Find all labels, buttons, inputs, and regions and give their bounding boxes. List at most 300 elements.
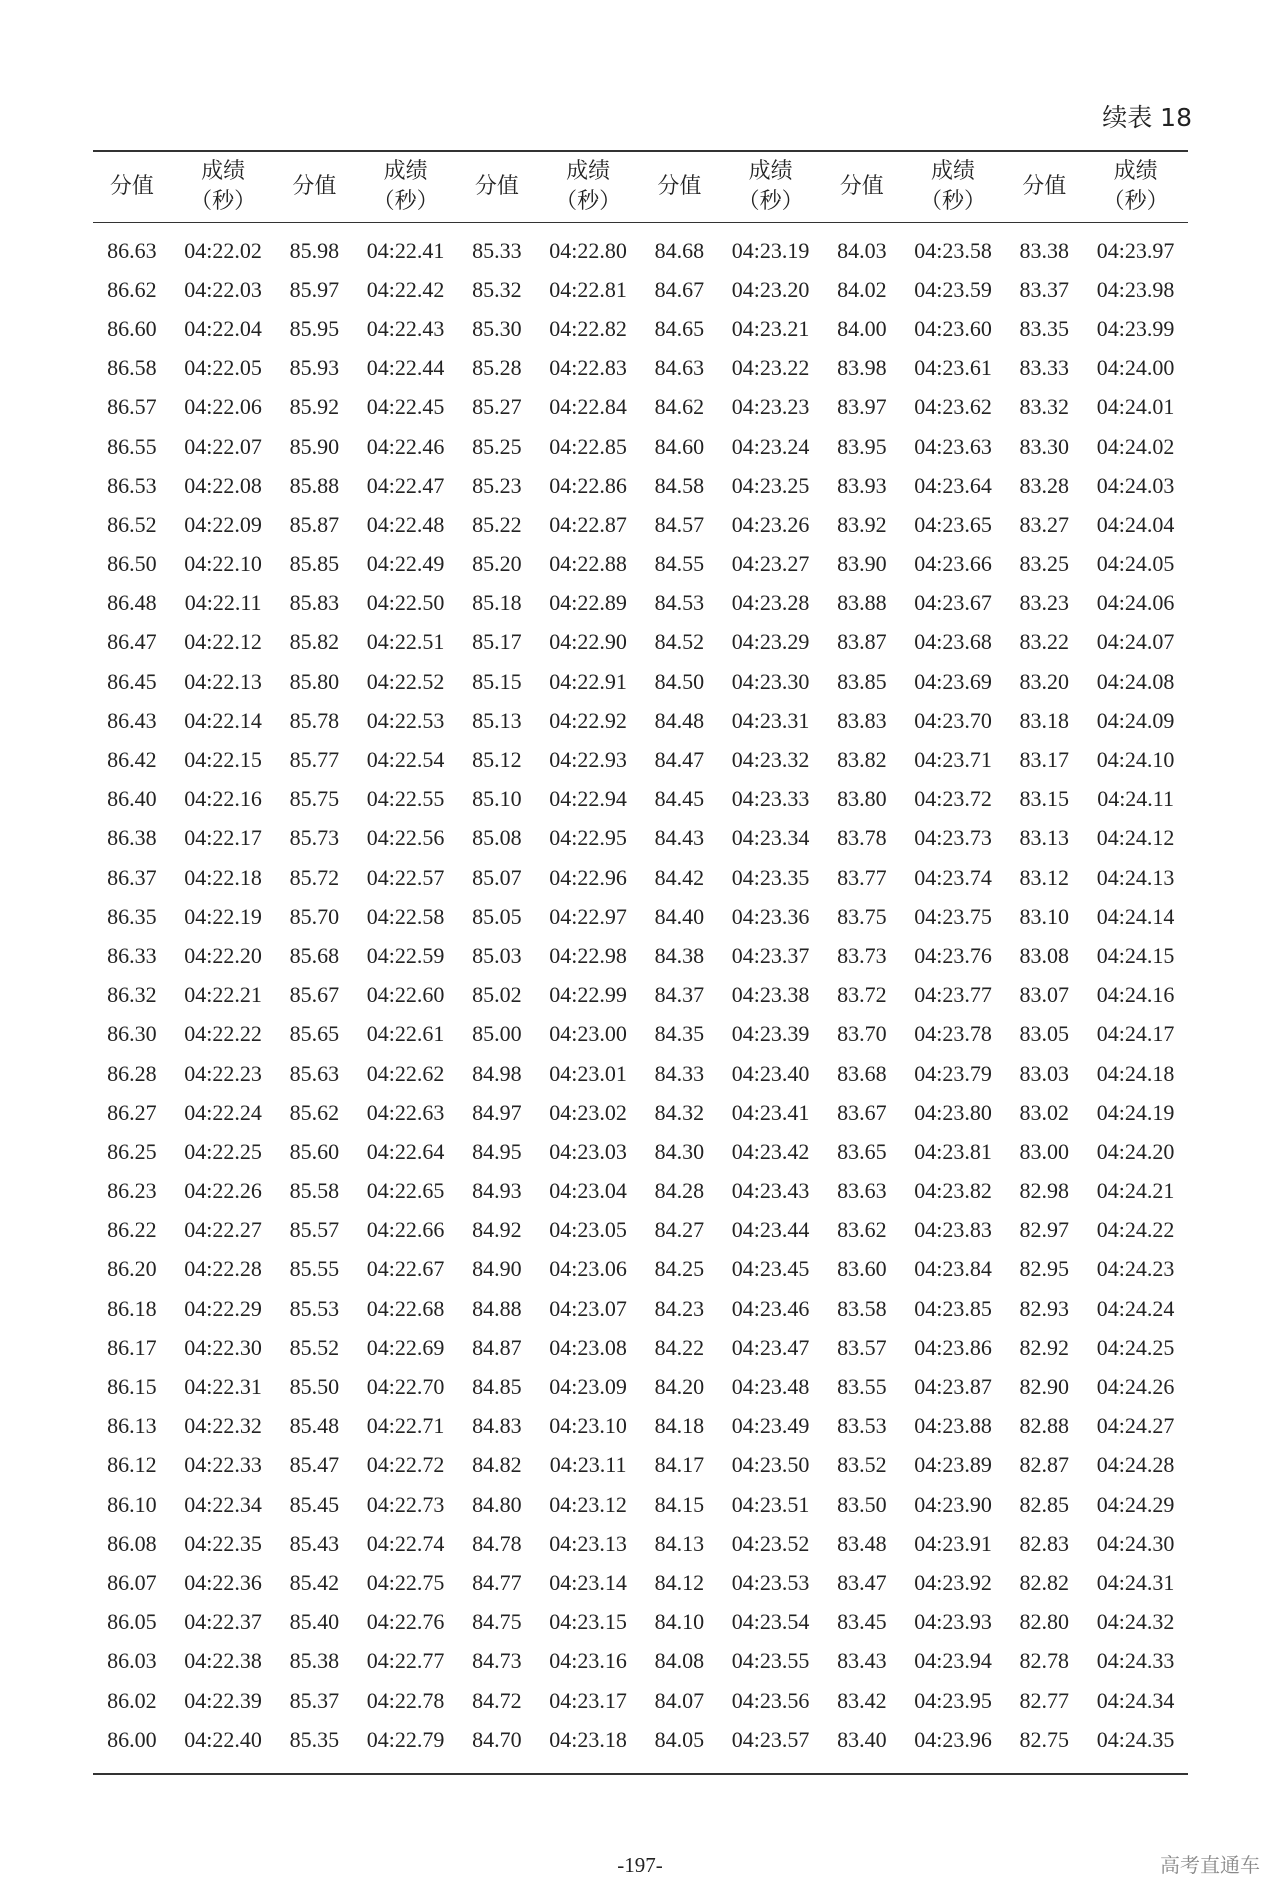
score-cell: 83.83 xyxy=(837,707,887,733)
score-cell: 83.00 xyxy=(1019,1138,1070,1164)
score-cell: 83.28 xyxy=(1019,472,1070,498)
time-cell: 04:23.44 xyxy=(731,1217,810,1243)
score-cell: 86.08 xyxy=(107,1530,157,1556)
score-cell: 85.38 xyxy=(289,1648,340,1674)
score-cell: 83.47 xyxy=(837,1569,887,1595)
score-cell: 85.88 xyxy=(289,472,340,498)
time-cell: 04:23.66 xyxy=(914,551,992,577)
time-cell: 04:24.29 xyxy=(1096,1491,1175,1517)
score-cell: 86.27 xyxy=(107,1099,157,1125)
time-cell: 04:22.98 xyxy=(549,942,627,968)
score-cell: 83.53 xyxy=(837,1413,887,1439)
time-cell: 04:24.13 xyxy=(1096,864,1175,890)
time-cell: 04:22.87 xyxy=(549,511,627,537)
time-cell: 04:23.65 xyxy=(914,511,992,537)
time-cell: 04:23.30 xyxy=(731,668,810,694)
score-cell: 84.80 xyxy=(472,1491,522,1517)
score-cell: 85.63 xyxy=(289,1060,340,1086)
table-row xyxy=(93,1603,1188,1642)
score-cell: 86.33 xyxy=(107,942,157,968)
time-cell: 04:24.10 xyxy=(1096,747,1175,773)
score-cell: 82.80 xyxy=(1019,1609,1070,1635)
score-cell: 84.57 xyxy=(654,511,705,537)
score-cell: 84.02 xyxy=(837,276,887,302)
time-cell: 04:23.80 xyxy=(914,1099,992,1125)
score-cell: 86.32 xyxy=(107,982,157,1008)
score-cell: 85.62 xyxy=(289,1099,340,1125)
score-cell: 83.68 xyxy=(837,1060,887,1086)
time-cell: 04:23.14 xyxy=(549,1569,627,1595)
time-cell: 04:23.08 xyxy=(549,1334,627,1360)
table-row xyxy=(93,1563,1188,1602)
table-row xyxy=(93,936,1188,975)
time-cell: 04:22.21 xyxy=(184,982,262,1008)
score-cell: 85.72 xyxy=(289,864,340,890)
table-row xyxy=(93,309,1188,348)
score-cell: 84.03 xyxy=(837,237,887,263)
score-cell: 84.77 xyxy=(472,1569,522,1595)
score-cell: 83.85 xyxy=(837,668,887,694)
score-cell: 85.50 xyxy=(289,1374,340,1400)
time-cell: 04:23.42 xyxy=(731,1138,810,1164)
score-cell: 86.03 xyxy=(107,1648,157,1674)
time-cell: 04:22.24 xyxy=(184,1099,262,1125)
time-cell: 04:24.35 xyxy=(1096,1726,1175,1752)
score-cell: 83.72 xyxy=(837,982,887,1008)
time-cell: 04:23.45 xyxy=(731,1256,810,1282)
score-cell: 85.17 xyxy=(472,629,522,655)
score-cell: 85.98 xyxy=(289,237,340,263)
header-time xyxy=(536,151,641,223)
score-cell: 84.23 xyxy=(654,1295,705,1321)
score-cell: 84.87 xyxy=(472,1334,522,1360)
score-cell: 83.75 xyxy=(837,903,887,929)
table-row xyxy=(93,1407,1188,1446)
score-cell: 84.48 xyxy=(654,707,705,733)
time-cell: 04:24.34 xyxy=(1096,1687,1175,1713)
score-cell: 85.93 xyxy=(289,355,340,381)
score-cell: 84.93 xyxy=(472,1178,522,1204)
time-cell: 04:24.01 xyxy=(1096,394,1175,420)
table-row xyxy=(93,388,1188,427)
score-cell: 84.08 xyxy=(654,1648,705,1674)
time-cell: 04:23.85 xyxy=(914,1295,992,1321)
time-cell: 04:23.49 xyxy=(731,1413,810,1439)
score-cell: 83.27 xyxy=(1019,511,1070,537)
time-cell: 04:24.22 xyxy=(1096,1217,1175,1243)
score-cell: 84.82 xyxy=(472,1452,522,1478)
time-cell: 04:22.79 xyxy=(366,1726,445,1752)
time-cell: 04:22.37 xyxy=(184,1609,262,1635)
header-time-line1: 成绩 xyxy=(931,159,976,185)
time-cell: 04:22.63 xyxy=(366,1099,445,1125)
time-cell: 04:23.48 xyxy=(731,1374,810,1400)
score-cell: 84.37 xyxy=(654,982,705,1008)
score-cell: 82.98 xyxy=(1019,1178,1070,1204)
time-cell: 04:22.30 xyxy=(184,1334,262,1360)
time-cell: 04:23.52 xyxy=(731,1530,810,1556)
time-cell: 04:23.57 xyxy=(731,1726,810,1752)
time-cell: 04:22.59 xyxy=(366,942,445,968)
score-cell: 83.67 xyxy=(837,1099,887,1125)
score-cell: 85.20 xyxy=(472,551,522,577)
time-cell: 04:22.06 xyxy=(184,394,262,420)
score-cell: 85.90 xyxy=(289,433,340,459)
table-row xyxy=(93,223,1188,271)
score-cell: 83.82 xyxy=(837,747,887,773)
table-row xyxy=(93,1720,1188,1774)
score-cell: 85.85 xyxy=(289,551,340,577)
header-score: 分值 xyxy=(292,174,337,200)
score-cell: 84.10 xyxy=(654,1609,705,1635)
table-row xyxy=(93,545,1188,584)
time-cell: 04:23.98 xyxy=(1096,276,1175,302)
score-cell: 85.32 xyxy=(472,276,522,302)
score-cell: 85.42 xyxy=(289,1569,340,1595)
header-row xyxy=(93,151,1188,223)
score-cell: 85.47 xyxy=(289,1452,340,1478)
score-cell: 83.07 xyxy=(1019,982,1070,1008)
score-cell: 83.10 xyxy=(1019,903,1070,929)
table-row xyxy=(93,1485,1188,1524)
time-cell: 04:23.70 xyxy=(914,707,992,733)
score-cell: 84.40 xyxy=(654,903,705,929)
time-cell: 04:24.16 xyxy=(1096,982,1175,1008)
time-cell: 04:23.20 xyxy=(731,276,810,302)
time-cell: 04:24.24 xyxy=(1096,1295,1175,1321)
score-cell: 85.02 xyxy=(472,982,522,1008)
score-cell: 84.62 xyxy=(654,394,705,420)
score-cell: 83.45 xyxy=(837,1609,887,1635)
time-cell: 04:22.49 xyxy=(366,551,445,577)
time-cell: 04:22.16 xyxy=(184,786,262,812)
score-cell: 84.07 xyxy=(654,1687,705,1713)
score-cell: 85.23 xyxy=(472,472,522,498)
score-cell: 84.42 xyxy=(654,864,705,890)
score-cell: 85.00 xyxy=(472,1021,522,1047)
score-cell: 84.28 xyxy=(654,1178,705,1204)
time-cell: 04:22.86 xyxy=(549,472,627,498)
score-cell: 84.68 xyxy=(654,237,705,263)
time-cell: 04:22.75 xyxy=(366,1569,445,1595)
time-cell: 04:22.31 xyxy=(184,1374,262,1400)
table-row xyxy=(93,270,1188,309)
table-header xyxy=(93,151,1188,223)
time-cell: 04:22.67 xyxy=(366,1256,445,1282)
time-cell: 04:23.51 xyxy=(731,1491,810,1517)
score-cell: 85.45 xyxy=(289,1491,340,1517)
score-cell: 83.60 xyxy=(837,1256,887,1282)
time-cell: 04:22.78 xyxy=(366,1687,445,1713)
time-cell: 04:22.04 xyxy=(184,315,262,341)
time-cell: 04:22.69 xyxy=(366,1334,445,1360)
time-cell: 04:22.44 xyxy=(366,355,445,381)
time-cell: 04:22.25 xyxy=(184,1138,262,1164)
time-cell: 04:23.22 xyxy=(731,355,810,381)
table-row xyxy=(93,623,1188,662)
score-cell: 86.00 xyxy=(107,1726,157,1752)
time-cell: 04:23.32 xyxy=(731,747,810,773)
score-cell: 85.95 xyxy=(289,315,340,341)
time-cell: 04:24.14 xyxy=(1096,903,1175,929)
time-cell: 04:22.56 xyxy=(366,825,445,851)
table-row xyxy=(93,1093,1188,1132)
score-cell: 85.48 xyxy=(289,1413,340,1439)
score-cell: 82.95 xyxy=(1019,1256,1070,1282)
score-cell: 83.63 xyxy=(837,1178,887,1204)
time-cell: 04:23.37 xyxy=(731,942,810,968)
time-cell: 04:23.81 xyxy=(914,1138,992,1164)
score-cell: 83.88 xyxy=(837,590,887,616)
score-cell: 84.12 xyxy=(654,1569,705,1595)
score-cell: 84.45 xyxy=(654,786,705,812)
score-cell: 83.58 xyxy=(837,1295,887,1321)
header-score: 分值 xyxy=(839,174,884,200)
table-row xyxy=(93,1054,1188,1093)
time-cell: 04:24.04 xyxy=(1096,511,1175,537)
time-cell: 04:23.67 xyxy=(914,590,992,616)
header-time-line2: （秒） xyxy=(737,189,804,214)
score-cell: 83.42 xyxy=(837,1687,887,1713)
score-cell: 84.88 xyxy=(472,1295,522,1321)
time-cell: 04:22.53 xyxy=(366,707,445,733)
score-cell: 86.45 xyxy=(107,668,157,694)
score-cell: 85.27 xyxy=(472,394,522,420)
score-cell: 84.53 xyxy=(654,590,705,616)
time-cell: 04:24.23 xyxy=(1096,1256,1175,1282)
table-row xyxy=(93,1367,1188,1406)
score-cell: 83.20 xyxy=(1019,668,1070,694)
table-row xyxy=(93,858,1188,897)
time-cell: 04:23.79 xyxy=(914,1060,992,1086)
score-cell: 83.38 xyxy=(1019,237,1070,263)
table-row xyxy=(93,505,1188,544)
score-cell: 84.35 xyxy=(654,1021,705,1047)
score-cell: 86.35 xyxy=(107,903,157,929)
score-cell: 83.15 xyxy=(1019,786,1070,812)
time-cell: 04:22.71 xyxy=(366,1413,445,1439)
score-cell: 84.60 xyxy=(654,433,705,459)
score-cell: 85.33 xyxy=(472,237,522,263)
score-cell: 84.38 xyxy=(654,942,705,968)
score-cell: 84.98 xyxy=(472,1060,522,1086)
score-cell: 86.52 xyxy=(107,511,157,537)
score-cell: 86.48 xyxy=(107,590,157,616)
time-cell: 04:22.23 xyxy=(184,1060,262,1086)
score-cell: 84.65 xyxy=(654,315,705,341)
score-cell: 85.60 xyxy=(289,1138,340,1164)
table-row xyxy=(93,662,1188,701)
time-cell: 04:23.21 xyxy=(731,315,810,341)
time-cell: 04:22.36 xyxy=(184,1569,262,1595)
score-cell: 85.12 xyxy=(472,747,522,773)
score-cell: 82.97 xyxy=(1019,1217,1070,1243)
time-cell: 04:22.84 xyxy=(549,394,627,420)
score-cell: 86.02 xyxy=(107,1687,157,1713)
time-cell: 04:22.39 xyxy=(184,1687,262,1713)
score-cell: 86.30 xyxy=(107,1021,157,1047)
table-row xyxy=(93,584,1188,623)
time-cell: 04:22.81 xyxy=(549,276,627,302)
time-cell: 04:22.82 xyxy=(549,315,627,341)
score-cell: 83.78 xyxy=(837,825,887,851)
time-cell: 04:23.27 xyxy=(731,551,810,577)
header-score: 分值 xyxy=(474,174,519,200)
time-cell: 04:23.00 xyxy=(549,1021,627,1047)
score-cell: 85.70 xyxy=(289,903,340,929)
header-time xyxy=(171,151,276,223)
time-cell: 04:22.64 xyxy=(366,1138,445,1164)
time-cell: 04:23.40 xyxy=(731,1060,810,1086)
score-cell: 83.50 xyxy=(837,1491,887,1517)
score-cell: 84.92 xyxy=(472,1217,522,1243)
time-cell: 04:22.66 xyxy=(366,1217,445,1243)
score-cell: 82.78 xyxy=(1019,1648,1070,1674)
header-time xyxy=(1083,151,1188,223)
time-cell: 04:22.27 xyxy=(184,1217,262,1243)
time-cell: 04:22.61 xyxy=(366,1021,445,1047)
score-cell: 84.52 xyxy=(654,629,705,655)
time-cell: 04:23.18 xyxy=(549,1726,627,1752)
score-cell: 83.22 xyxy=(1019,629,1070,655)
time-cell: 04:22.47 xyxy=(366,472,445,498)
score-cell: 86.43 xyxy=(107,707,157,733)
score-cell: 85.65 xyxy=(289,1021,340,1047)
score-cell: 82.93 xyxy=(1019,1295,1070,1321)
score-cell: 86.18 xyxy=(107,1295,157,1321)
score-cell: 86.25 xyxy=(107,1138,157,1164)
time-cell: 04:22.99 xyxy=(549,982,627,1008)
time-cell: 04:23.75 xyxy=(914,903,992,929)
score-cell: 85.18 xyxy=(472,590,522,616)
score-cell: 84.47 xyxy=(654,747,705,773)
time-cell: 04:23.36 xyxy=(731,903,810,929)
score-cell: 83.13 xyxy=(1019,825,1070,851)
time-cell: 04:23.87 xyxy=(914,1374,992,1400)
score-cell: 83.03 xyxy=(1019,1060,1070,1086)
score-cell: 83.90 xyxy=(837,551,887,577)
score-cell: 83.80 xyxy=(837,786,887,812)
table-row xyxy=(93,976,1188,1015)
score-cell: 85.58 xyxy=(289,1178,340,1204)
time-cell: 04:22.55 xyxy=(366,786,445,812)
score-cell: 86.28 xyxy=(107,1060,157,1086)
time-cell: 04:22.12 xyxy=(184,629,262,655)
score-cell: 85.37 xyxy=(289,1687,340,1713)
score-cell: 83.97 xyxy=(837,394,887,420)
time-cell: 04:23.13 xyxy=(549,1530,627,1556)
time-cell: 04:23.59 xyxy=(914,276,992,302)
score-cell: 83.17 xyxy=(1019,747,1070,773)
score-cell: 83.65 xyxy=(837,1138,887,1164)
header-time-line1: 成绩 xyxy=(1113,159,1158,185)
score-cell: 85.22 xyxy=(472,511,522,537)
time-cell: 04:23.64 xyxy=(914,472,992,498)
score-cell: 83.30 xyxy=(1019,433,1070,459)
score-cell: 86.62 xyxy=(107,276,157,302)
time-cell: 04:23.31 xyxy=(731,707,810,733)
header-time-line2: （秒） xyxy=(1102,189,1169,214)
time-cell: 04:22.93 xyxy=(549,747,627,773)
time-cell: 04:23.41 xyxy=(731,1099,810,1125)
score-cell: 84.85 xyxy=(472,1374,522,1400)
header-score: 分值 xyxy=(1022,174,1067,200)
header-time xyxy=(901,151,1006,223)
time-cell: 04:22.28 xyxy=(184,1256,262,1282)
time-cell: 04:22.76 xyxy=(366,1609,445,1635)
time-cell: 04:22.46 xyxy=(366,433,445,459)
header-time-line1: 成绩 xyxy=(566,159,611,185)
time-cell: 04:22.68 xyxy=(366,1295,445,1321)
time-cell: 04:22.17 xyxy=(184,825,262,851)
time-cell: 04:22.89 xyxy=(549,590,627,616)
time-cell: 04:23.63 xyxy=(914,433,992,459)
time-cell: 04:22.40 xyxy=(184,1726,262,1752)
time-cell: 04:23.68 xyxy=(914,629,992,655)
time-cell: 04:24.26 xyxy=(1096,1374,1175,1400)
time-cell: 04:23.17 xyxy=(549,1687,627,1713)
score-cell: 86.40 xyxy=(107,786,157,812)
time-cell: 04:24.00 xyxy=(1096,355,1175,381)
time-cell: 04:23.07 xyxy=(549,1295,627,1321)
score-cell: 84.17 xyxy=(654,1452,705,1478)
score-cell: 84.97 xyxy=(472,1099,522,1125)
time-cell: 04:23.74 xyxy=(914,864,992,890)
time-cell: 04:22.05 xyxy=(184,355,262,381)
time-cell: 04:24.03 xyxy=(1096,472,1175,498)
score-cell: 83.52 xyxy=(837,1452,887,1478)
time-cell: 04:23.46 xyxy=(731,1295,810,1321)
score-cell: 84.22 xyxy=(654,1334,705,1360)
time-cell: 04:22.60 xyxy=(366,982,445,1008)
time-cell: 04:23.02 xyxy=(549,1099,627,1125)
time-cell: 04:24.11 xyxy=(1097,786,1174,812)
score-cell: 83.12 xyxy=(1019,864,1070,890)
time-cell: 04:22.91 xyxy=(549,668,627,694)
time-cell: 04:22.62 xyxy=(366,1060,445,1086)
time-cell: 04:22.80 xyxy=(549,237,627,263)
score-cell: 86.53 xyxy=(107,472,157,498)
score-cell: 83.55 xyxy=(837,1374,887,1400)
score-cell: 85.87 xyxy=(289,511,340,537)
time-cell: 04:23.15 xyxy=(549,1609,627,1635)
time-cell: 04:23.91 xyxy=(914,1530,992,1556)
score-cell: 84.00 xyxy=(837,315,887,341)
score-cell: 85.97 xyxy=(289,276,340,302)
time-cell: 04:23.29 xyxy=(731,629,810,655)
score-cell: 85.25 xyxy=(472,433,522,459)
time-cell: 04:23.71 xyxy=(914,747,992,773)
table-row xyxy=(93,897,1188,936)
score-cell: 84.50 xyxy=(654,668,705,694)
score-cell: 84.95 xyxy=(472,1138,522,1164)
score-cell: 83.33 xyxy=(1019,355,1070,381)
score-cell: 86.10 xyxy=(107,1491,157,1517)
score-cell: 83.77 xyxy=(837,864,887,890)
score-cell: 85.08 xyxy=(472,825,522,851)
score-cell: 83.23 xyxy=(1019,590,1070,616)
score-cell: 86.50 xyxy=(107,551,157,577)
score-cell: 85.77 xyxy=(289,747,340,773)
header-time-line2: （秒） xyxy=(555,189,622,214)
score-cell: 84.78 xyxy=(472,1530,522,1556)
time-cell: 04:23.93 xyxy=(914,1609,992,1635)
score-cell: 83.37 xyxy=(1019,276,1070,302)
time-cell: 04:22.48 xyxy=(366,511,445,537)
time-cell: 04:23.19 xyxy=(731,237,810,263)
score-cell: 86.58 xyxy=(107,355,157,381)
score-cell: 83.93 xyxy=(837,472,887,498)
